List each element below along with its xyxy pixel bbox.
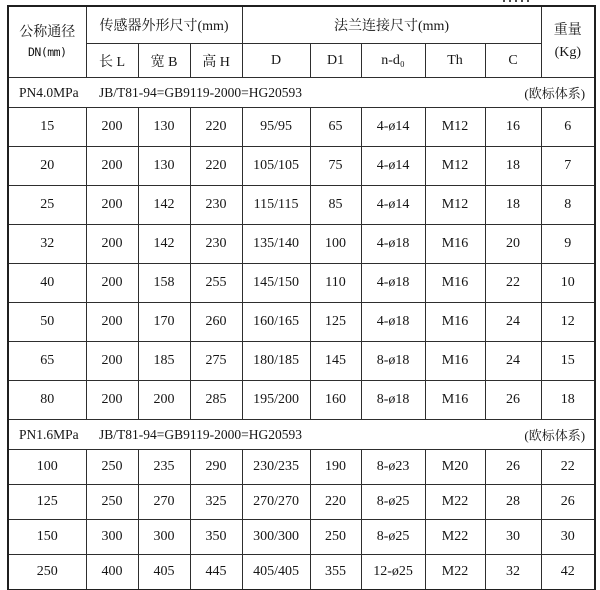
cell-d: 115/115 [242, 186, 310, 225]
cell-th: M12 [425, 147, 485, 186]
cell-length: 200 [86, 381, 138, 420]
cell-c: 16 [485, 108, 541, 147]
section-standard-codes: JB/T81-94=GB9119-2000=HG20593 [99, 426, 302, 442]
cell-d: 270/270 [242, 485, 310, 520]
cell-weight: 42 [541, 555, 595, 590]
table-row [8, 555, 595, 590]
cell-d: 160/165 [242, 303, 310, 342]
table-row [8, 147, 595, 186]
cell-weight: 15 [541, 342, 595, 381]
cropped-text-fragment [503, 0, 529, 2]
cell-d: 180/185 [242, 342, 310, 381]
col-header-weight-unit: (Kg) [554, 45, 582, 60]
cell-c: 22 [485, 264, 541, 303]
cell-height: 230 [190, 225, 242, 264]
cell-width: 405 [138, 555, 190, 590]
table-row [8, 520, 595, 555]
cell-th: M16 [425, 381, 485, 420]
cell-d1: 125 [310, 303, 361, 342]
cell-weight: 26 [541, 485, 595, 520]
cell-d1: 100 [310, 225, 361, 264]
cell-width: 185 [138, 342, 190, 381]
cell-height: 325 [190, 485, 242, 520]
cell-weight: 9 [541, 225, 595, 264]
cell-width: 142 [138, 186, 190, 225]
cell-length: 250 [86, 450, 138, 485]
table-row [8, 264, 595, 303]
cell-width: 170 [138, 303, 190, 342]
cell-length: 300 [86, 520, 138, 555]
cell-width: 130 [138, 147, 190, 186]
section-standard-system: (欧标体系) [524, 428, 586, 443]
cell-dn: 150 [8, 520, 86, 555]
cell-d1: 220 [310, 485, 361, 520]
cell-dn: 65 [8, 342, 86, 381]
table-row [8, 303, 595, 342]
cell-dn: 50 [8, 303, 86, 342]
cell-dn: 250 [8, 555, 86, 590]
cell-dn: 32 [8, 225, 86, 264]
cell-length: 200 [86, 108, 138, 147]
dimension-spec-table [7, 5, 596, 590]
cell-c: 30 [485, 520, 541, 555]
cell-dn: 20 [8, 147, 86, 186]
col-header-c: C [485, 44, 541, 78]
cell-height: 230 [190, 186, 242, 225]
cell-th: M20 [425, 450, 485, 485]
col-header-dn-title: 公称通径 [19, 25, 76, 41]
cell-c: 32 [485, 555, 541, 590]
cell-d: 95/95 [242, 108, 310, 147]
col-header-weight [541, 6, 595, 78]
cell-th: M22 [425, 485, 485, 520]
cell-n-d0: 4-ø14 [361, 147, 425, 186]
cell-dn: 15 [8, 108, 86, 147]
cell-n-d0: 4-ø18 [361, 225, 425, 264]
cell-weight: 30 [541, 520, 595, 555]
col-header-height: 高 H [190, 44, 242, 78]
cell-c: 24 [485, 342, 541, 381]
cell-height: 220 [190, 108, 242, 147]
cell-height: 290 [190, 450, 242, 485]
cell-th: M16 [425, 264, 485, 303]
cell-n-d0: 12-ø25 [361, 555, 425, 590]
cell-d: 300/300 [242, 520, 310, 555]
table-row [8, 108, 595, 147]
cell-n-d0: 8-ø18 [361, 381, 425, 420]
cell-th: M22 [425, 555, 485, 590]
cell-d: 230/235 [242, 450, 310, 485]
cell-n-d0: 8-ø25 [361, 520, 425, 555]
cell-weight: 6 [541, 108, 595, 147]
cell-n-d0: 4-ø14 [361, 186, 425, 225]
cell-d1: 145 [310, 342, 361, 381]
section-pressure-rating: PN1.6MPa [19, 426, 79, 442]
cell-height: 350 [190, 520, 242, 555]
cell-n-d0: 4-ø14 [361, 108, 425, 147]
table-row [8, 342, 595, 381]
cell-c: 26 [485, 450, 541, 485]
cell-d1: 160 [310, 381, 361, 420]
cell-weight: 22 [541, 450, 595, 485]
cell-width: 158 [138, 264, 190, 303]
cell-weight: 10 [541, 264, 595, 303]
cell-th: M12 [425, 186, 485, 225]
cell-c: 28 [485, 485, 541, 520]
cell-th: M22 [425, 520, 485, 555]
cell-width: 130 [138, 108, 190, 147]
cell-c: 20 [485, 225, 541, 264]
cell-height: 220 [190, 147, 242, 186]
cell-d1: 85 [310, 186, 361, 225]
cell-dn: 40 [8, 264, 86, 303]
cell-dn: 80 [8, 381, 86, 420]
cell-width: 235 [138, 450, 190, 485]
section-cell [8, 78, 595, 108]
cell-weight: 12 [541, 303, 595, 342]
cell-height: 255 [190, 264, 242, 303]
col-header-th: Th [425, 44, 485, 78]
table-row [8, 225, 595, 264]
cell-height: 275 [190, 342, 242, 381]
section-pressure-rating: PN4.0MPa [19, 84, 79, 100]
col-header-n-d0: n-d₀ [361, 44, 425, 78]
cell-n-d0: 8-ø23 [361, 450, 425, 485]
table-body [8, 78, 595, 590]
col-header-dn [8, 6, 86, 78]
cell-width: 142 [138, 225, 190, 264]
cell-length: 200 [86, 264, 138, 303]
cell-th: M16 [425, 303, 485, 342]
cell-height: 445 [190, 555, 242, 590]
cell-d1: 110 [310, 264, 361, 303]
cell-th: M16 [425, 342, 485, 381]
col-header-length: 长 L [86, 44, 138, 78]
cell-width: 270 [138, 485, 190, 520]
cell-th: M12 [425, 108, 485, 147]
col-header-dn-unit: DN(mm) [27, 44, 67, 59]
section-cell [8, 420, 595, 450]
cell-th: M16 [425, 225, 485, 264]
col-header-d: D [242, 44, 310, 78]
col-header-width: 宽 B [138, 44, 190, 78]
section-standard-codes: JB/T81-94=GB9119-2000=HG20593 [99, 84, 302, 100]
cell-c: 18 [485, 186, 541, 225]
col-header-d1: D1 [310, 44, 361, 78]
cell-length: 200 [86, 147, 138, 186]
cell-d1: 250 [310, 520, 361, 555]
group-header-sensor-dimensions: 传感器外形尺寸(mm) [86, 6, 242, 44]
cell-height: 285 [190, 381, 242, 420]
cell-dn: 125 [8, 485, 86, 520]
table-row [8, 450, 595, 485]
cell-weight: 7 [541, 147, 595, 186]
cell-width: 300 [138, 520, 190, 555]
cell-d1: 190 [310, 450, 361, 485]
cell-length: 200 [86, 342, 138, 381]
cell-c: 24 [485, 303, 541, 342]
section-row [8, 78, 595, 108]
cell-d: 135/140 [242, 225, 310, 264]
cell-weight: 18 [541, 381, 595, 420]
cell-c: 26 [485, 381, 541, 420]
table-row [8, 186, 595, 225]
table-row [8, 381, 595, 420]
cell-length: 200 [86, 225, 138, 264]
cell-n-d0: 8-ø25 [361, 485, 425, 520]
cell-d1: 75 [310, 147, 361, 186]
cell-length: 250 [86, 485, 138, 520]
cell-width: 200 [138, 381, 190, 420]
cell-c: 18 [485, 147, 541, 186]
cell-n-d0: 8-ø18 [361, 342, 425, 381]
cell-d: 105/105 [242, 147, 310, 186]
cell-d1: 65 [310, 108, 361, 147]
cell-d: 405/405 [242, 555, 310, 590]
table-header [8, 6, 595, 78]
section-row [8, 420, 595, 450]
cell-length: 200 [86, 303, 138, 342]
cell-dn: 100 [8, 450, 86, 485]
cell-length: 400 [86, 555, 138, 590]
cell-height: 260 [190, 303, 242, 342]
cell-n-d0: 4-ø18 [361, 264, 425, 303]
cell-d: 195/200 [242, 381, 310, 420]
cell-d: 145/150 [242, 264, 310, 303]
group-header-flange-dimensions: 法兰连接尺寸(mm) [242, 6, 541, 44]
cell-weight: 8 [541, 186, 595, 225]
section-standard-system: (欧标体系) [524, 86, 586, 101]
cell-d1: 355 [310, 555, 361, 590]
col-header-weight-title: 重量 [553, 23, 582, 39]
cell-dn: 25 [8, 186, 86, 225]
cell-length: 200 [86, 186, 138, 225]
table-row [8, 485, 595, 520]
cell-n-d0: 4-ø18 [361, 303, 425, 342]
